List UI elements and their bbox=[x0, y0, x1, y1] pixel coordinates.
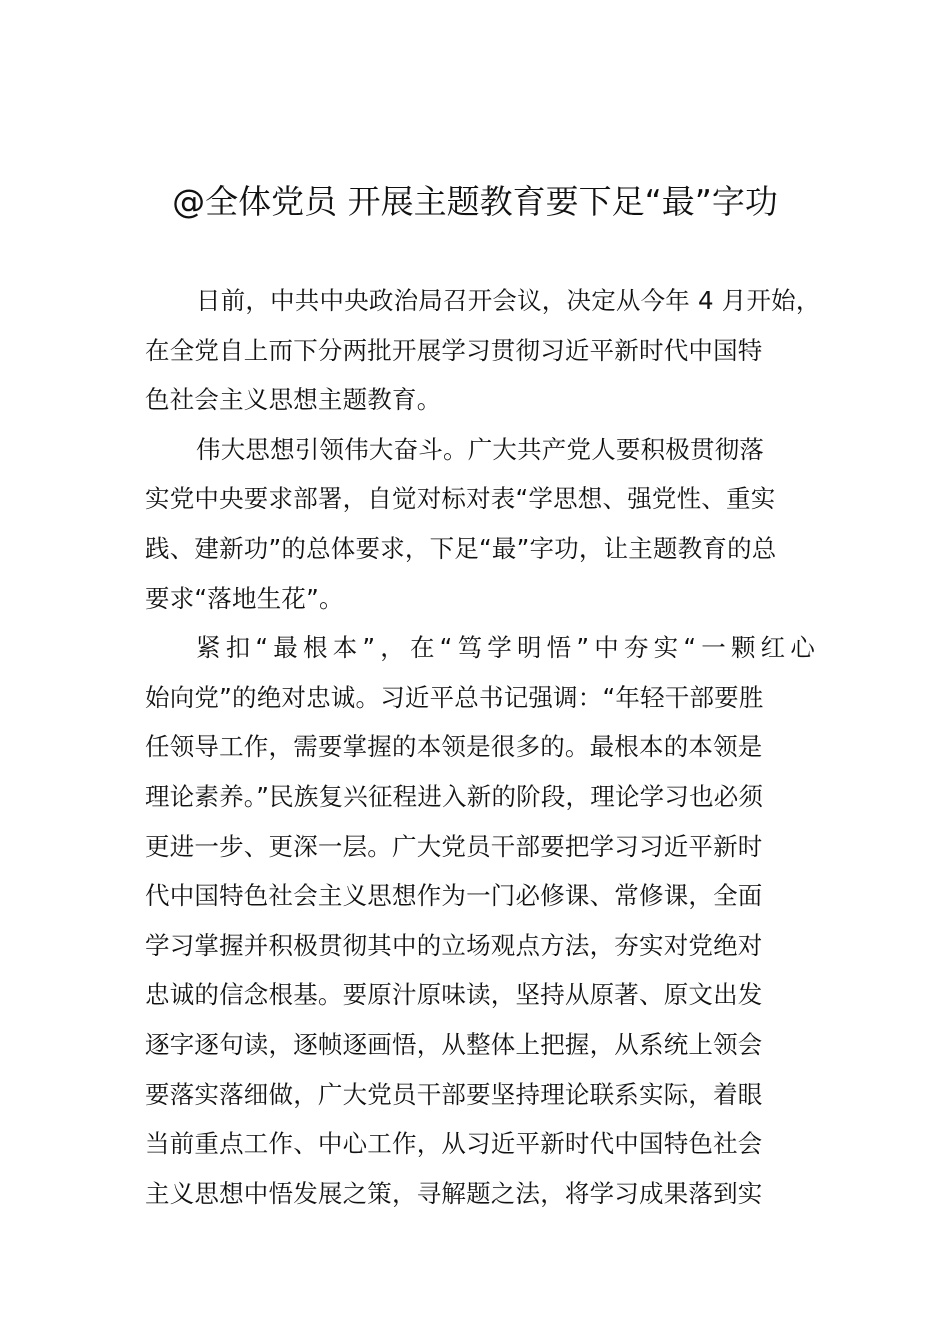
paragraph-2-line-2: 实党中央要求部署，自觉对标对表“学思想、强党性、重实 bbox=[145, 484, 776, 514]
paragraph-3-line-10: 要落实落细做，广大党员干部要坚持理论联系实际，着眼 bbox=[145, 1079, 763, 1109]
paragraph-3-line-1: 紧扣“最根本”，在“笃学明悟”中夯实“一颗红心 bbox=[196, 633, 821, 663]
paragraph-2-line-1: 伟大思想引领伟大奋斗。广大共产党人要积极贯彻落 bbox=[196, 434, 765, 464]
paragraph-1-line-1: 日前，中共中央政治局召开会议，决定从今年 4 月开始， bbox=[196, 286, 821, 315]
paragraph-3-line-5: 更进一步、更深一层。广大党员干部要把学习习近平新时 bbox=[145, 831, 763, 861]
paragraph-3-line-9: 逐字逐句读，逐帧逐画悟，从整体上把握，从系统上领会 bbox=[145, 1029, 763, 1059]
document-body bbox=[145, 276, 835, 1218]
paragraph-3-line-7: 学习掌握并积极贯彻其中的立场观点方法，夯实对党绝对 bbox=[145, 930, 763, 960]
paragraph-3-line-11: 当前重点工作、中心工作，从习近平新时代中国特色社会 bbox=[145, 1129, 763, 1159]
paragraph-2-line-3: 践、建新功”的总体要求，下足“最”字功，让主题教育的总 bbox=[145, 533, 777, 563]
paragraph-3-line-8: 忠诚的信念根基。要原汁原味读，坚持从原著、原文出发 bbox=[145, 980, 763, 1010]
paragraph-1-line-3: 色社会主义思想主题教育。 bbox=[145, 385, 442, 415]
paragraph-1-line-2: 在全党自上而下分两批开展学习贯彻习近平新时代中国特 bbox=[145, 335, 763, 365]
paragraph-3-line-2: 始向党”的绝对忠诚。习近平总书记强调：“年轻干部要胜 bbox=[145, 682, 764, 712]
paragraph-3-line-6: 代中国特色社会主义思想作为一门必修课、常修课，全面 bbox=[145, 881, 763, 911]
document-title: @全体党员 开展主题教育要下足“最”字功 bbox=[172, 182, 778, 221]
paragraph-2-line-4: 要求“落地生花”。 bbox=[145, 583, 344, 613]
paragraph-3-line-4: 理论素养。”民族复兴征程进入新的阶段，理论学习也必须 bbox=[145, 781, 764, 811]
paragraph-3-line-3: 任领导工作，需要掌握的本领是很多的。最根本的本领是 bbox=[145, 732, 763, 762]
paragraph-3-line-12: 主义思想中悟发展之策，寻解题之法，将学习成果落到实 bbox=[145, 1178, 763, 1208]
